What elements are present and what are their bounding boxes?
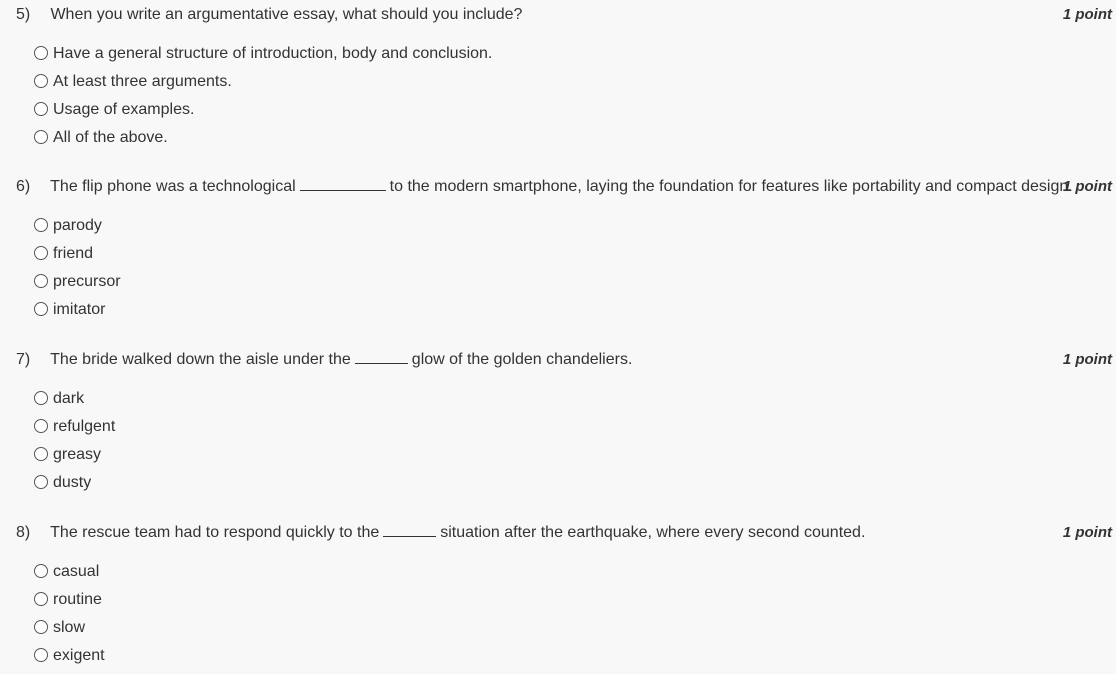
option-label: Usage of examples. bbox=[53, 101, 195, 118]
answer-options bbox=[34, 558, 105, 670]
radio-button-icon[interactable] bbox=[34, 564, 48, 578]
radio-button-icon[interactable] bbox=[34, 274, 48, 288]
question-points: 1 point bbox=[1062, 6, 1112, 23]
answer-option[interactable] bbox=[34, 240, 121, 268]
answer-option[interactable] bbox=[34, 68, 492, 96]
question-text: When you write an argumentative essay, what should you include? bbox=[50, 6, 523, 23]
radio-button-icon[interactable] bbox=[34, 475, 48, 489]
answer-option[interactable] bbox=[34, 296, 121, 324]
answer-blank bbox=[383, 522, 436, 537]
answer-options bbox=[34, 212, 121, 324]
question-text-before: The flip phone was a technological bbox=[50, 178, 296, 195]
answer-blank bbox=[355, 349, 408, 364]
answer-option[interactable] bbox=[34, 558, 105, 586]
radio-button-icon[interactable] bbox=[34, 74, 48, 88]
question-text-before: The bride walked down the aisle under the bbox=[50, 351, 351, 368]
question-text-after: glow of the golden chandeliers. bbox=[411, 351, 633, 368]
radio-button-icon[interactable] bbox=[34, 391, 48, 405]
answer-option[interactable] bbox=[34, 40, 492, 68]
answer-option[interactable] bbox=[34, 413, 115, 441]
answer-option[interactable] bbox=[34, 441, 115, 469]
radio-button-icon[interactable] bbox=[34, 102, 48, 116]
radio-button-icon[interactable] bbox=[34, 648, 48, 662]
option-label: greasy bbox=[53, 446, 102, 463]
answer-option[interactable] bbox=[34, 469, 115, 497]
radio-button-icon[interactable] bbox=[34, 218, 48, 232]
answer-options bbox=[34, 385, 115, 497]
answer-option[interactable] bbox=[34, 642, 105, 670]
radio-button-icon[interactable] bbox=[34, 419, 48, 433]
radio-button-icon[interactable] bbox=[34, 46, 48, 60]
option-label: imitator bbox=[53, 301, 106, 318]
answer-option[interactable] bbox=[34, 212, 121, 240]
question-points: 1 point bbox=[1062, 351, 1112, 368]
question-points: 1 point bbox=[1062, 524, 1112, 541]
answer-option[interactable] bbox=[34, 124, 492, 152]
answer-blank bbox=[300, 176, 386, 191]
radio-button-icon[interactable] bbox=[34, 447, 48, 461]
question-number: 5) bbox=[16, 6, 31, 23]
question-header bbox=[0, 2, 1116, 28]
option-label: casual bbox=[53, 563, 100, 580]
question-8 bbox=[0, 520, 1116, 664]
option-label: parody bbox=[53, 217, 102, 234]
option-label: dusty bbox=[53, 474, 92, 491]
radio-button-icon[interactable] bbox=[34, 620, 48, 634]
option-label: All of the above. bbox=[53, 129, 168, 146]
option-label: slow bbox=[53, 619, 86, 636]
option-label: dark bbox=[53, 390, 85, 407]
question-5 bbox=[0, 2, 1116, 146]
question-7 bbox=[0, 347, 1116, 491]
question-header bbox=[0, 174, 1116, 200]
answer-option[interactable] bbox=[34, 614, 105, 642]
question-text-before: The rescue team had to respond quickly to the bbox=[50, 524, 380, 541]
answer-option[interactable] bbox=[34, 96, 492, 124]
radio-button-icon[interactable] bbox=[34, 130, 48, 144]
question-number: 8) bbox=[16, 524, 31, 541]
option-label: friend bbox=[53, 245, 94, 262]
option-label: At least three arguments. bbox=[53, 73, 232, 90]
option-label: precursor bbox=[53, 273, 121, 290]
question-text-after: to the modern smartphone, laying the foundation for features like portability and compact design. bbox=[389, 178, 1073, 195]
radio-button-icon[interactable] bbox=[34, 302, 48, 316]
question-number: 6) bbox=[16, 178, 31, 195]
question-number: 7) bbox=[16, 351, 31, 368]
answer-option[interactable] bbox=[34, 268, 121, 296]
option-label: Have a general structure of introduction, body and conclusion. bbox=[53, 45, 493, 62]
radio-button-icon[interactable] bbox=[34, 246, 48, 260]
radio-button-icon[interactable] bbox=[34, 592, 48, 606]
option-label: routine bbox=[53, 591, 102, 608]
question-header bbox=[0, 520, 1116, 546]
question-points: 1 point bbox=[1062, 178, 1112, 195]
question-header bbox=[0, 347, 1116, 373]
answer-options bbox=[34, 40, 492, 152]
answer-option[interactable] bbox=[34, 586, 105, 614]
option-label: refulgent bbox=[53, 418, 116, 435]
answer-option[interactable] bbox=[34, 385, 115, 413]
question-text-after: situation after the earthquake, where every second counted. bbox=[440, 524, 866, 541]
question-6 bbox=[0, 174, 1116, 318]
option-label: exigent bbox=[53, 647, 105, 664]
